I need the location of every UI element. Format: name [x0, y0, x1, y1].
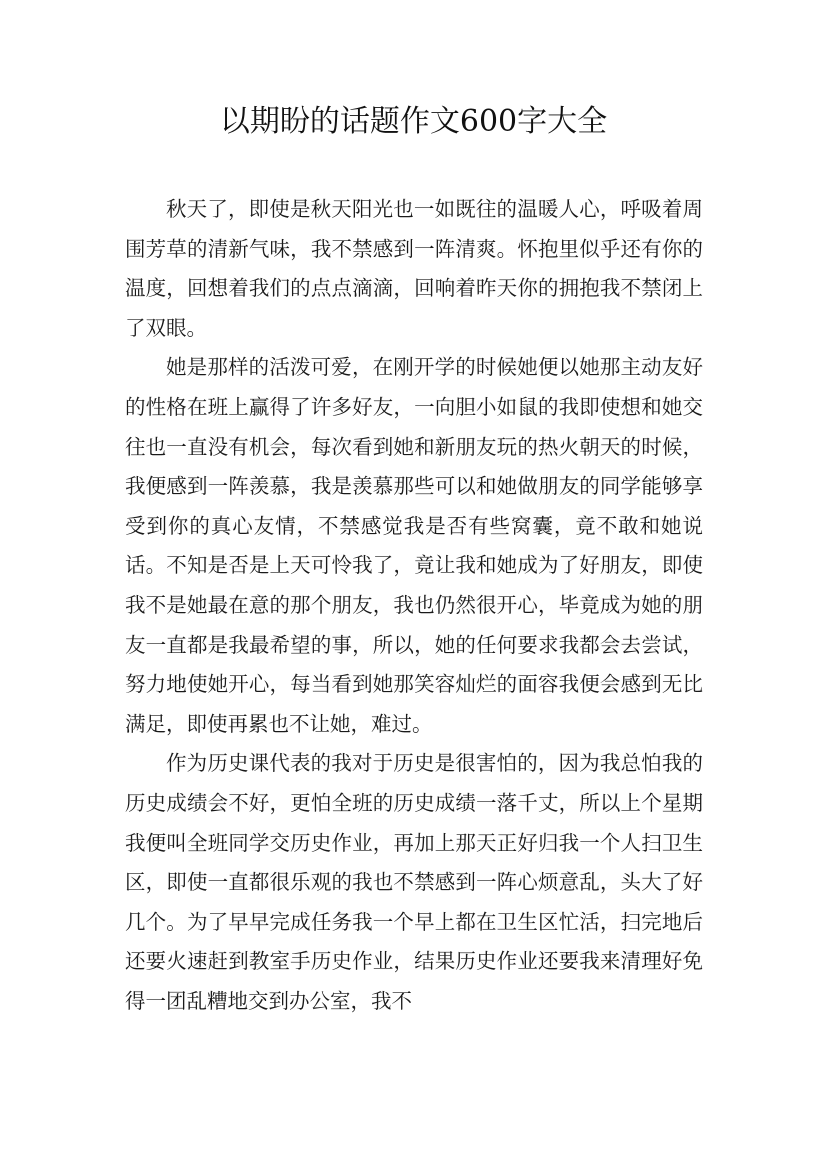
- document-body: [125, 190, 703, 1021]
- paragraph-1: 秋天了，即使是秋天阳光也一如既往的温暖人心，呼吸着周围芳草的清新气味，我不禁感到一阵清爽。怀抱里似乎还有你的温度，回想着我们的点点滴滴，回响着昨天你的拥抱我不禁闭上了双眼。: [125, 197, 703, 340]
- paragraph-2: 她是那样的活泼可爱，在刚开学的时候她便以她那主动友好的性格在班上赢得了许多好友，一向胆小如鼠的我即使想和她交往也一直没有机会，每次看到她和新朋友玩的热火朝天的时候，我便感到一阵羡慕，我是羡慕那些可以和她做朋友的同学能够享受到你的真心友情，不禁感觉我是否有些窝囊，竟不敢和她说话。不知是否是上天可怜我了，竟让我和她成为了好朋友，即使我不是她最在意的那个朋友，我也仍然很开心，毕竟成为她的朋友一直都是我最希望的事，所以，她的任何要求我都会去尝试，努力地使她开心，每当看到她那笑容灿烂的面容我便会感到无比满足，即使再累也不让她，难过。: [125, 355, 703, 736]
- document-title: 以期盼的话题作文600字大全: [219, 104, 608, 139]
- paragraph-3: 作为历史课代表的我对于历史是很害怕的，因为我总怕我的历史成绩会不好，更怕全班的历史成绩一落千丈，所以上个星期我便叫全班同学交历史作业，再加上那天正好归我一个人扫卫生区，即使一直都很乐观的我也不禁感到一阵心烦意乱，头大了好几个。为了早早完成任务我一个早上都在卫生区忙活，扫完地后还要火速赶到教室手历史作业，结果历史作业还要我来清理好免得一团乱糟地交到办公室，我不: [125, 751, 703, 1013]
